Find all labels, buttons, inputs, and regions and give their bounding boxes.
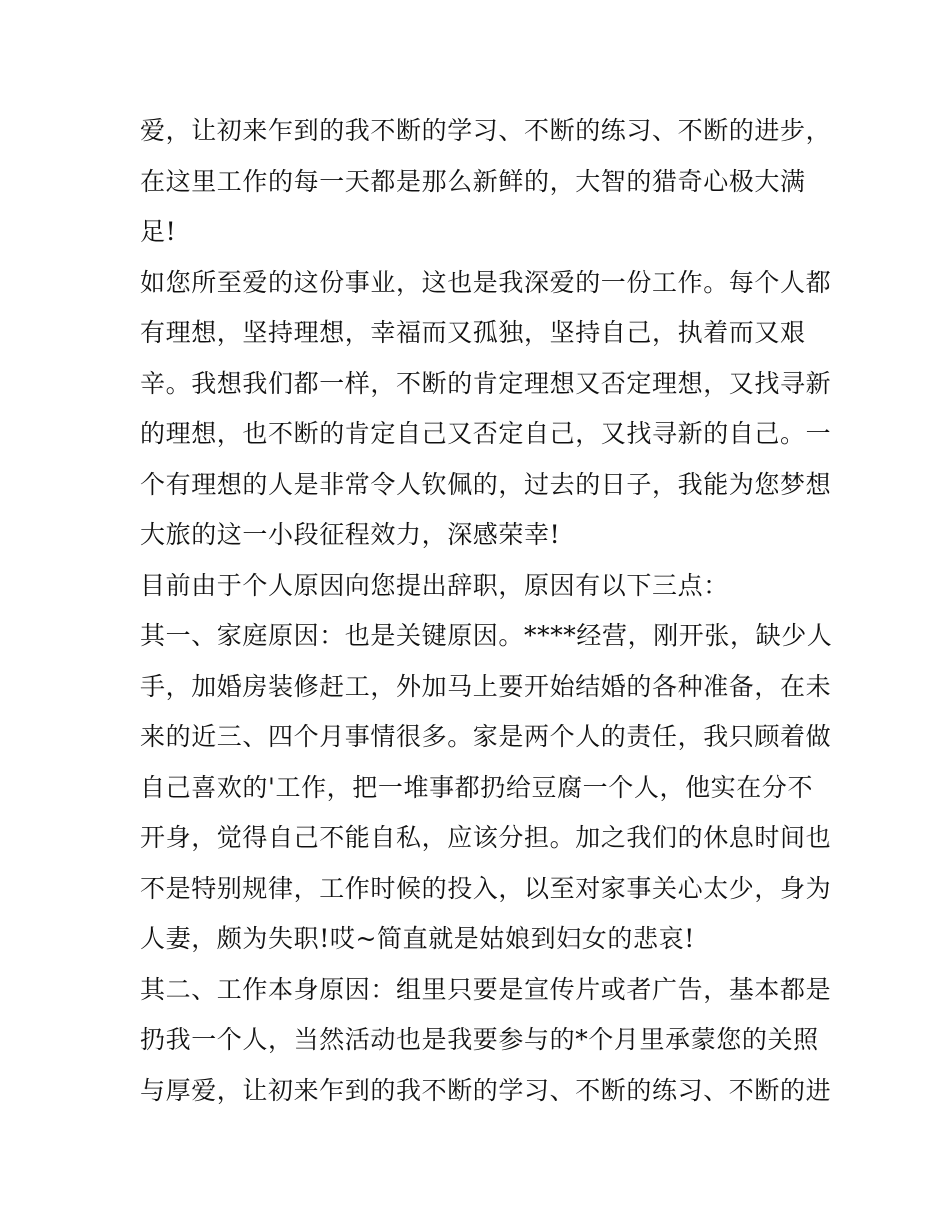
text-line: 与厚爱，让初来乍到的我不断的学习、不断的练习、不断的进 bbox=[140, 1075, 832, 1105]
text-line: 在这里工作的每一天都是那么新鲜的，大智的猎奇心极大满 bbox=[140, 166, 806, 196]
text-line: 的理想，也不断的肯定自己又否定自己，又找寻新的自己。一 bbox=[140, 419, 832, 448]
document-body bbox=[140, 106, 833, 1116]
text-line: 人妻，颇为失职!哎~简直就是姑娘到妇女的悲哀! bbox=[140, 924, 695, 953]
text-line: 爱，让初来乍到的我不断的学习、不断的练习、不断的进步， bbox=[140, 116, 832, 145]
text-line: 大旅的这一小段征程效力，深感荣幸! bbox=[140, 520, 561, 549]
text-line: 扔我一个人，当然活动也是我要参与的*个月里承蒙您的关照 bbox=[140, 1025, 819, 1054]
text-line: 来的近三、四个月事情很多。家是两个人的责任，我只顾着做 bbox=[140, 722, 832, 751]
text-line: 自己喜欢的'工作，把一堆事都扔给豆腐一个人，他实在分不 bbox=[140, 772, 814, 802]
text-line: 个有理想的人是非常令人钦佩的，过去的日子，我能为您梦想 bbox=[140, 469, 832, 499]
text-line: 辛。我想我们都一样，不断的肯定理想又否定理想，又找寻新 bbox=[140, 368, 832, 398]
text-line: 目前由于个人原因向您提出辞职，原因有以下三点： bbox=[140, 570, 729, 600]
text-line: 开身，觉得自己不能自私，应该分担。加之我们的休息时间也 bbox=[140, 823, 832, 852]
text-line: 如您所至爱的这份事业，这也是我深爱的一份工作。每个人都 bbox=[140, 267, 832, 297]
text-line: 其一、家庭原因：也是关键原因。****经营，刚开张，缺少人 bbox=[140, 621, 833, 650]
text-line: 足! bbox=[140, 217, 177, 246]
text-line: 手，加婚房装修赶工，外加马上要开始结婚的各种准备，在未 bbox=[140, 671, 832, 701]
text-line: 有理想，坚持理想，幸福而又孤独，坚持自己，执着而又艰 bbox=[140, 318, 806, 347]
text-line: 不是特别规律，工作时候的投入，以至对家事关心太少，身为 bbox=[140, 873, 832, 903]
text-line: 其二、工作本身原因：组里只要是宣传片或者广告，基本都是 bbox=[140, 974, 832, 1004]
